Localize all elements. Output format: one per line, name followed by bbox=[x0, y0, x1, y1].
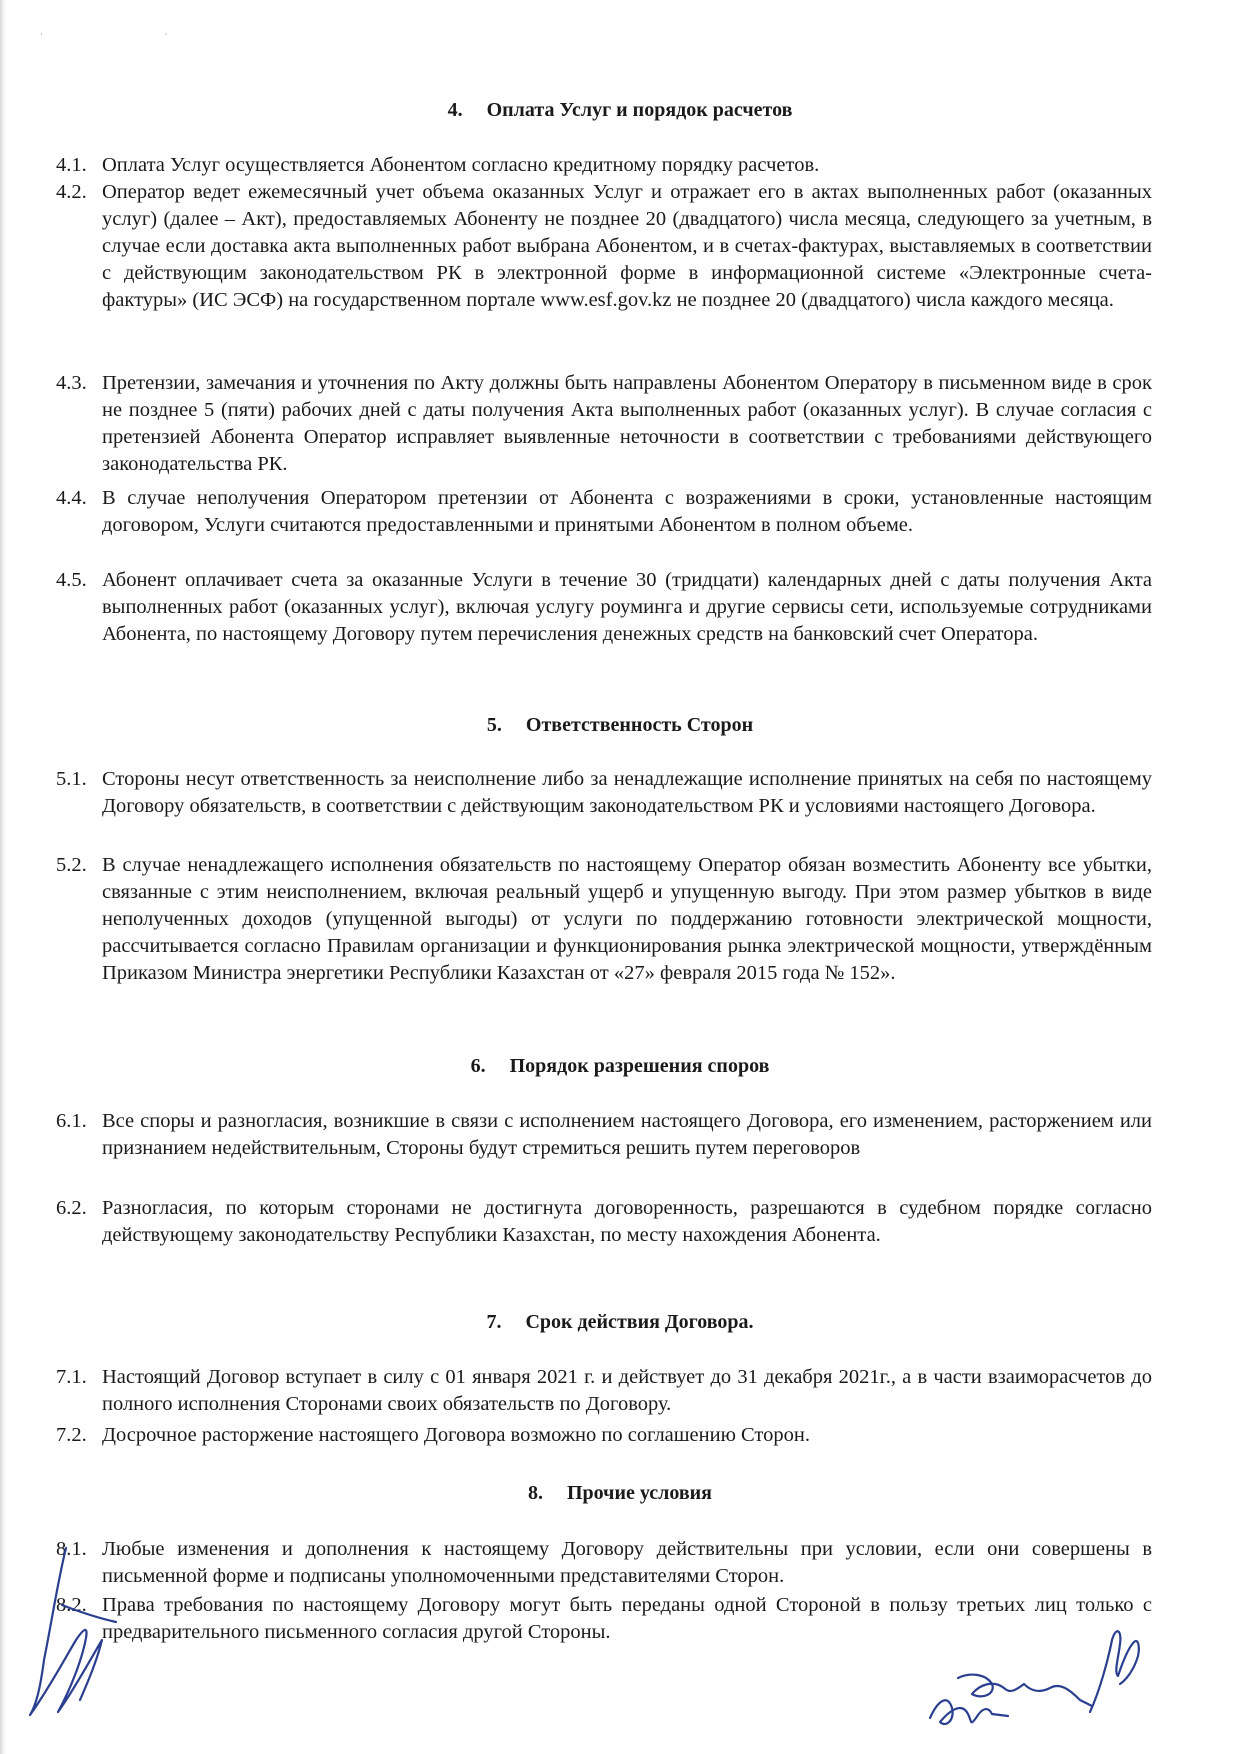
clause-8-1 bbox=[56, 1536, 1152, 1590]
section-4-heading bbox=[0, 98, 1240, 122]
clause-6-1 bbox=[56, 1108, 1152, 1162]
clause-4-1 bbox=[56, 152, 1152, 179]
section-title: Оплата Услуг и порядок расчетов bbox=[486, 99, 793, 121]
bottom-signature-1 bbox=[930, 1700, 1008, 1724]
section-title: Ответственность Сторон bbox=[525, 714, 754, 736]
clause-text: Настоящий Договор вступает в силу с 01 января 2021 г. и действует до 31 декабря 2021г., а в части взаиморасчетов до полного исполнения Сторонами своих обязательств по Договору. bbox=[102, 1366, 1152, 1415]
clause-number: 7.2. bbox=[56, 1424, 87, 1446]
clause-number: 7.1. bbox=[56, 1366, 87, 1388]
section-7-heading bbox=[0, 1310, 1240, 1334]
clause-number: 6.1. bbox=[56, 1110, 87, 1132]
clause-text: Разногласия, по которым сторонами не достигнута договоренность, разрешаются в судебном порядке согласно действующему законодательству Республики Казахстан, по месту нахождения Абонента. bbox=[102, 1197, 1152, 1246]
section-number: 4. bbox=[447, 99, 463, 121]
clause-text: Любые изменения и дополнения к настоящему Договору действительны при условии, если они совершены в письменной форме и подписаны уполномоченными представителями Сторон. bbox=[102, 1538, 1152, 1587]
clause-number: 4.2. bbox=[56, 181, 87, 203]
section-title: Прочие условия bbox=[567, 1482, 712, 1504]
clause-4-3 bbox=[56, 370, 1152, 478]
clause-number: 6.2. bbox=[56, 1197, 87, 1219]
clause-text: Стороны несут ответственность за неисполнение либо за ненадлежащие исполнение принятых на себя по настоящему Договору обязательств, в соответствии с действующим законодательством РК и условиями настоящего Договора. bbox=[102, 768, 1152, 817]
clause-text: Все споры и разногласия, возникшие в связи с исполнением настоящего Договора, его изменением, расторжением или признанием недействительным, Стороны будут стремиться решить путем переговоров bbox=[102, 1110, 1152, 1159]
clause-number: 4.4. bbox=[56, 487, 87, 509]
clause-number: 5.2. bbox=[56, 854, 87, 876]
section-number: 6. bbox=[470, 1055, 486, 1077]
clause-number: 8.2. bbox=[56, 1594, 87, 1616]
clause-text: Претензии, замечания и уточнения по Акту должны быть направлены Абонентом Оператору в письменном виде в срок не позднее 5 (пяти) рабочих дней с даты получения Акта выполненных работ (оказанных услуг). В случае согласия с претензией Абонента Оператор исправляет выявленные неточности в соответствии с требованиями действующего законодательства РК. bbox=[102, 372, 1152, 475]
section-number: 8. bbox=[528, 1482, 543, 1504]
clause-text: Оплата Услуг осуществляется Абонентом согласно кредитному порядку расчетов. bbox=[102, 154, 820, 176]
clause-4-5 bbox=[56, 567, 1152, 648]
section-title: Срок действия Договора. bbox=[525, 1311, 754, 1333]
clause-4-2 bbox=[56, 179, 1152, 314]
clause-7-1 bbox=[56, 1364, 1152, 1418]
section-number: 7. bbox=[486, 1311, 502, 1333]
clause-5-1 bbox=[56, 766, 1152, 820]
clause-text: Абонент оплачивает счета за оказанные Услуги в течение 30 (тридцати) календарных дней с даты получения Акта выполненных работ (оказанных услуг), включая услугу роуминга и другие сервисы сети, используемые сотрудниками Абонента, по настоящему Договору путем перечисления денежных средств на банковский счет Оператора. bbox=[102, 569, 1152, 645]
clause-8-2 bbox=[56, 1592, 1152, 1646]
section-number: 5. bbox=[486, 714, 502, 736]
clause-text: В случае неполучения Оператором претензии от Абонента с возражениями в сроки, установленные настоящим договором, Услуги считаются предоставленными и принятыми Абонентом в полном объеме. bbox=[102, 487, 1152, 536]
clause-text: Права требования по настоящему Договору могут быть переданы одной Стороной в пользу третьих лиц только с предварительного письменного согласия другой Стороны. bbox=[102, 1594, 1152, 1643]
clause-number: 5.1. bbox=[56, 768, 87, 790]
clause-number: 4.1. bbox=[56, 154, 87, 176]
clause-6-2 bbox=[56, 1195, 1152, 1249]
bottom-signature-2 bbox=[958, 1675, 1092, 1706]
clause-text: Досрочное расторжение настоящего Договора возможно по соглашению Сторон. bbox=[102, 1424, 810, 1446]
clause-number: 8.1. bbox=[56, 1538, 87, 1560]
scan-marks: · · bbox=[40, 30, 228, 39]
clause-text: В случае ненадлежащего исполнения обязательств по настоящему Оператор обязан возместить Абоненту все убытки, связанные с этим неисполнением, включая реальный ущерб и упущенную выгоду. При этом размер убытков в виде неполученных доходов (упущенной выгоды) от услуги по поддержанию готовности электрической мощности, рассчитывается согласно Правилам организации и функционирования рынка электрической мощности, утверждённым Приказом Министра энергетики Республики Казахстан от «27» февраля 2015 года № 152». bbox=[102, 854, 1152, 984]
section-6-heading bbox=[0, 1054, 1240, 1078]
clause-4-4 bbox=[56, 485, 1152, 539]
clause-number: 4.5. bbox=[56, 569, 87, 591]
section-8-heading bbox=[0, 1481, 1240, 1505]
section-title: Порядок разрешения споров bbox=[509, 1055, 770, 1077]
section-5-heading bbox=[0, 713, 1240, 737]
clause-5-2 bbox=[56, 852, 1152, 987]
clause-number: 4.3. bbox=[56, 372, 87, 394]
clause-text: Оператор ведет ежемесячный учет объема оказанных Услуг и отражает его в актах выполненных работ (оказанных услуг) (далее – Акт), предоставляемых Абоненту не позднее 20 (двадцатого) числа месяца, следующего за учетным, в случае если доставка акта выполненных работ выбрана Абонентом, и в счетах-фактурах, выставляемых в соответствии с действующим законодательством РК в электронной форме в информационной системе «Электронные счета-фактуры» (ИС ЭСФ) на государственном портале www.esf.gov.kz не позднее 20 (двадцатого) числа каждого месяца. bbox=[102, 181, 1152, 311]
clause-7-2 bbox=[56, 1422, 1152, 1449]
